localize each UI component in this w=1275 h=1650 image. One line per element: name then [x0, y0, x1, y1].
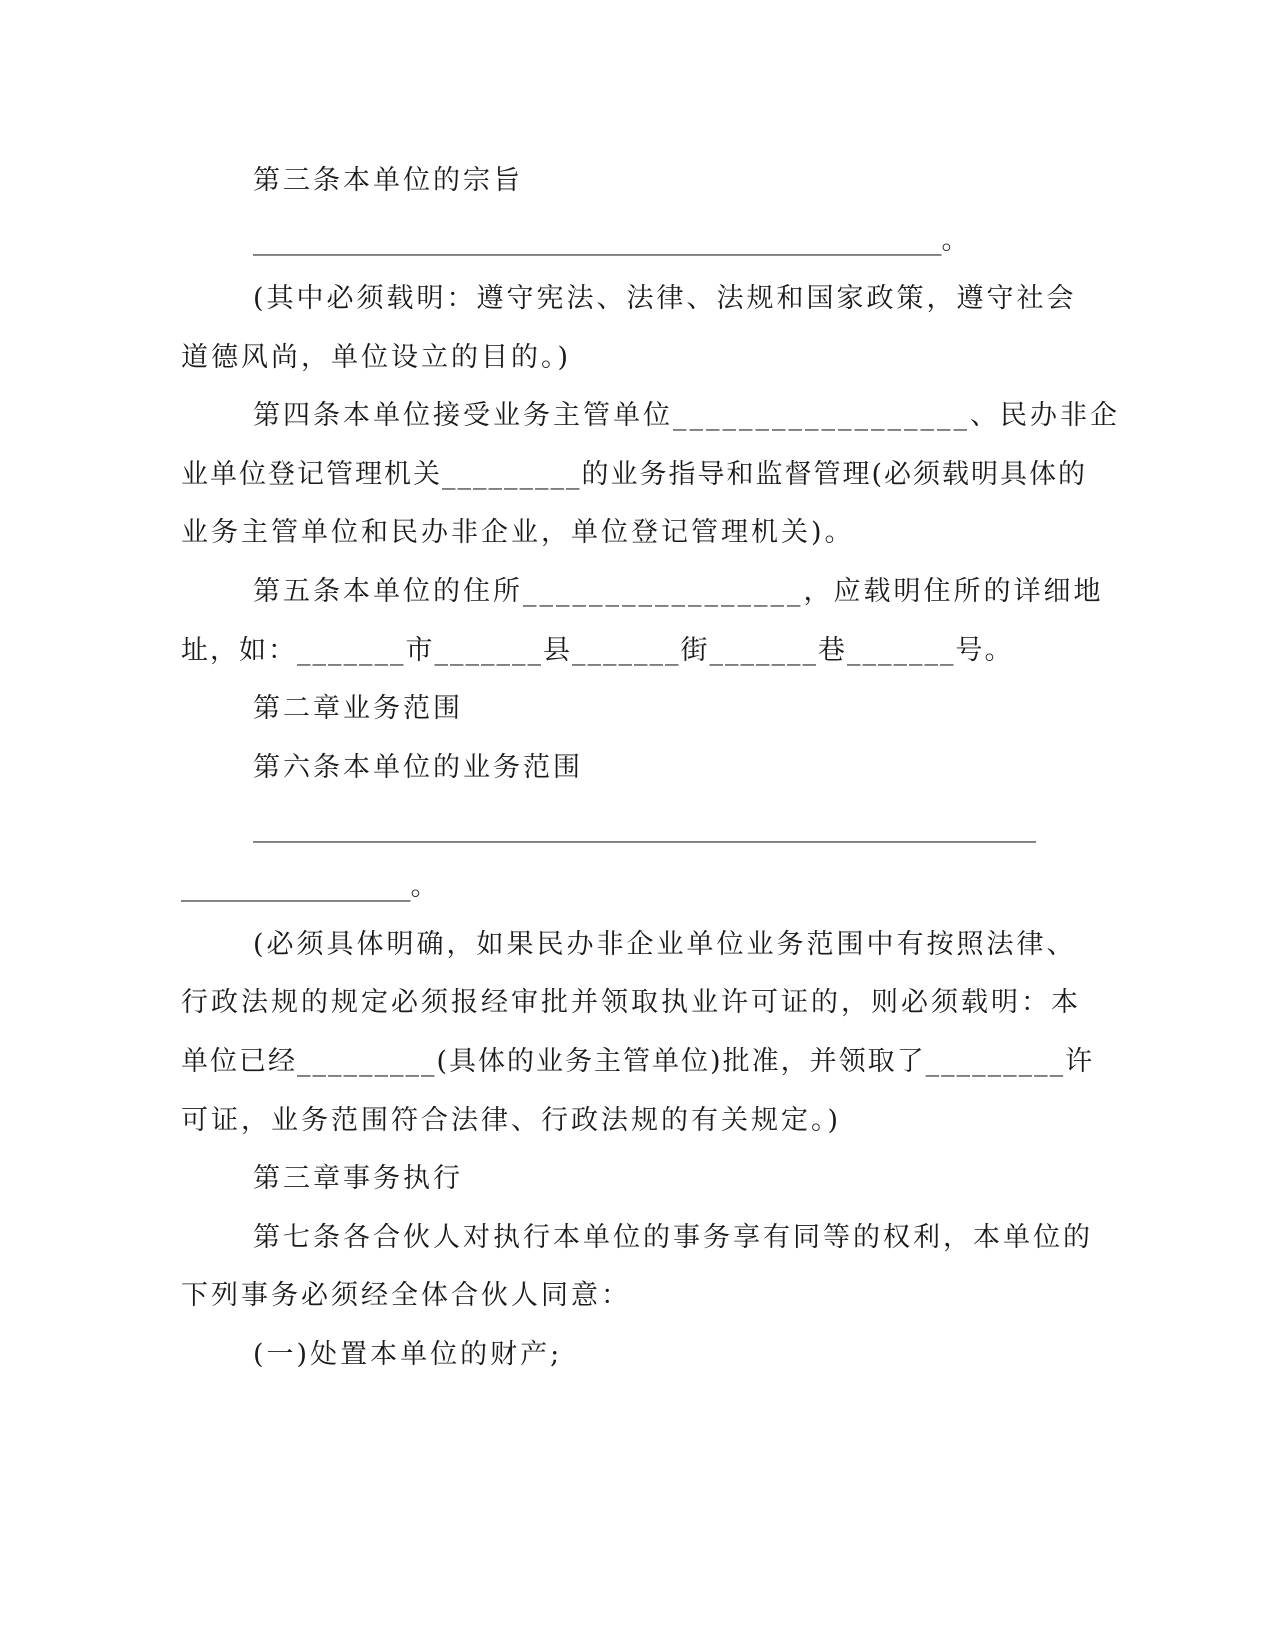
article-7-item-1: (一)处置本单位的财产;: [253, 1339, 563, 1370]
article-6-note-line-3: 单位已经_________(具体的业务主管单位)批准，并领取了_________许: [181, 1046, 1095, 1077]
article-3-heading: 第三条本单位的宗旨: [253, 165, 523, 196]
article-4-line-2: 业单位登记管理机关_________的业务指导和监督管理(必须载明具体的: [181, 459, 1088, 490]
article-3-blank-line: ___________________________________________________。: [253, 225, 969, 256]
chapter-3-heading: 第三章事务执行: [253, 1163, 463, 1194]
article-3-note-line-1: (其中必须载明：遵守宪法、法律、法规和国家政策，遵守社会: [253, 283, 1077, 314]
article-4-line-3: 业务主管单位和民办非企业，单位登记管理机关)。: [181, 517, 855, 548]
article-5-line-1: 第五条本单位的住所_________________，应载明住所的详细地: [253, 576, 1104, 607]
article-6-heading: 第六条本单位的业务范围: [253, 752, 583, 783]
article-5-line-2: 址，如：_______市_______县_______街_______巷_______号。: [181, 635, 1014, 666]
article-7-line-1: 第七条各合伙人对执行本单位的事务享有同等的权利，本单位的: [253, 1222, 1093, 1253]
article-6-note-line-4: 可证，业务范围符合法律、行政法规的有关规定。): [181, 1105, 842, 1136]
article-4-line-1: 第四条本单位接受业务主管单位__________________、民办非企: [253, 400, 1120, 431]
article-6-blank-line-2: _________________。: [181, 871, 438, 902]
article-6-note-line-2: 行政法规的规定必须报经审批并领取执业许可证的，则必须载明：本: [181, 987, 1081, 1018]
chapter-2-heading: 第二章业务范围: [253, 693, 463, 724]
article-3-note-line-2: 道德风尚，单位设立的目的。): [181, 342, 572, 373]
article-7-line-2: 下列事务必须经全体合伙人同意：: [181, 1280, 631, 1311]
article-6-note-line-1: (必须具体明确，如果民办非企业单位业务范围中有按照法律、: [253, 929, 1077, 960]
article-6-blank-line-1: __________________________________________________________: [253, 812, 1036, 843]
